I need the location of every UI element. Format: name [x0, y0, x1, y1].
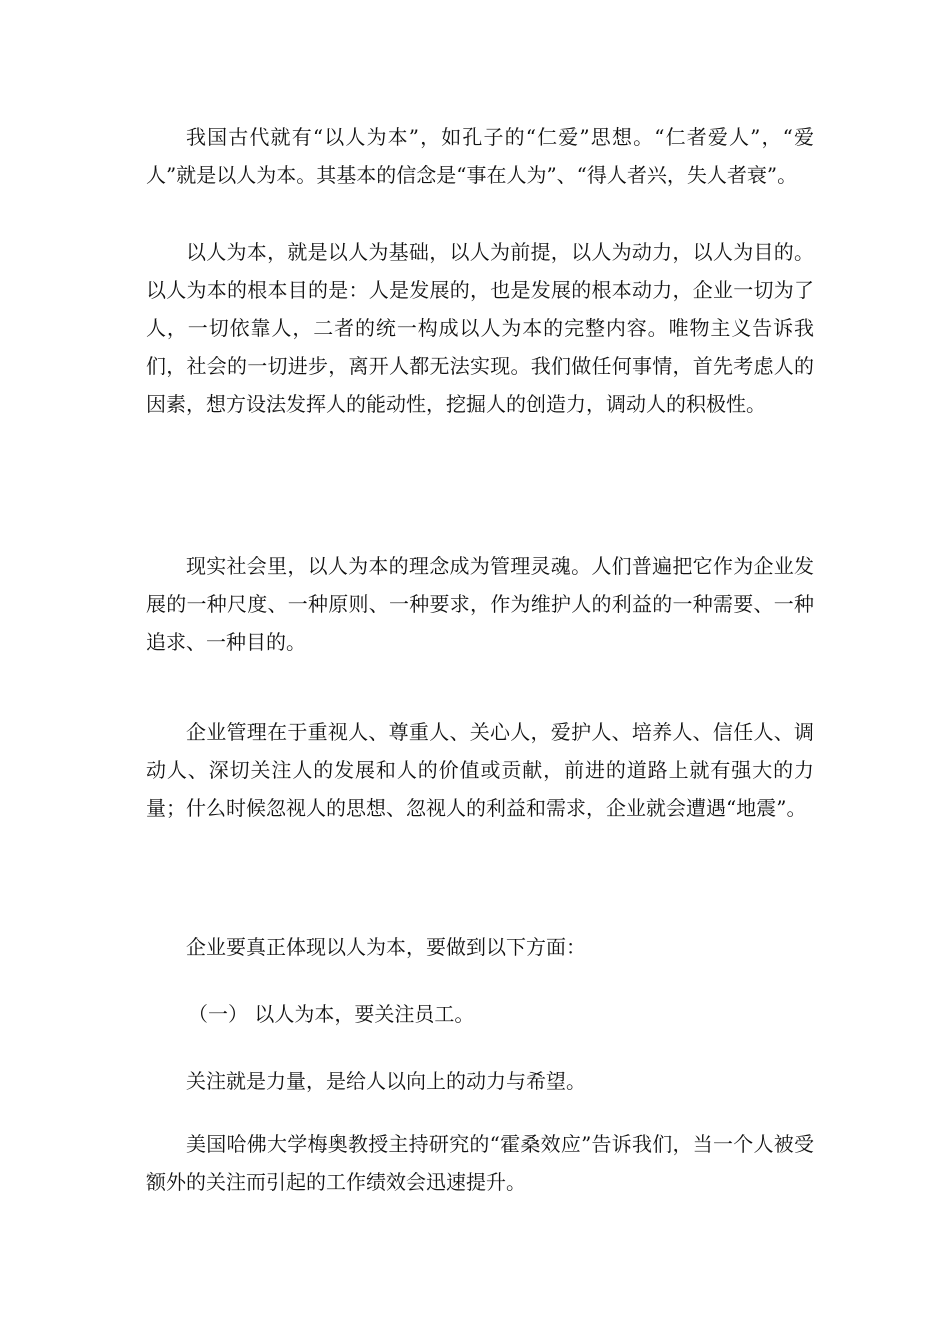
paragraph-enterprise-management: 企业管理在于重视人、尊重人、关心人，爱护人、培养人、信任人、调动人、深切关注人的发展和人的价值或贡献，前进的道路上就有强大的力量；什么时候忽视人的思想、忽视人的利益和需求，企业就会遭遇“地震”。 [146, 720, 814, 820]
paragraph-attention-power: 关注就是力量，是给人以向上的动力与希望。 [186, 1069, 586, 1093]
paragraph-implementation-intro: 企业要真正体现以人为本，要做到以下方面： [186, 935, 586, 959]
section-heading-focus-employees: （一） 以人为本，要关注员工。 [188, 1002, 475, 1026]
paragraph-hawthorne-effect: 美国哈佛大学梅奥教授主持研究的“霍桑效应”告诉我们，当一个人被受额外的关注而引起的工作绩效会迅速提升。 [146, 1132, 814, 1194]
paragraph-people-oriented-definition: 以人为本，就是以人为基础，以人为前提，以人为动力，以人为目的。以人为本的根本目的是：人是发展的，也是发展的根本动力，企业一切为了人，一切依靠人，二者的统一构成以人为本的完整内容。唯物主义告诉我们，社会的一切进步，离开人都无法实现。我们做任何事情，首先考虑人的因素，想方设法发挥人的能动性，挖掘人的创造力，调动人的积极性。 [146, 240, 814, 416]
paragraph-management-soul: 现实社会里，以人为本的理念成为管理灵魂。人们普遍把它作为企业发展的一种尺度、一种原则、一种要求，作为维护人的利益的一种需要、一种追求、一种目的。 [146, 554, 814, 654]
paragraph-ancient-people-oriented: 我国古代就有“以人为本”，如孔子的“仁爱”思想。“仁者爱人”，“爱人”就是以人为本。其基本的信念是“事在人为”、“得人者兴，失人者衰”。 [146, 125, 814, 187]
